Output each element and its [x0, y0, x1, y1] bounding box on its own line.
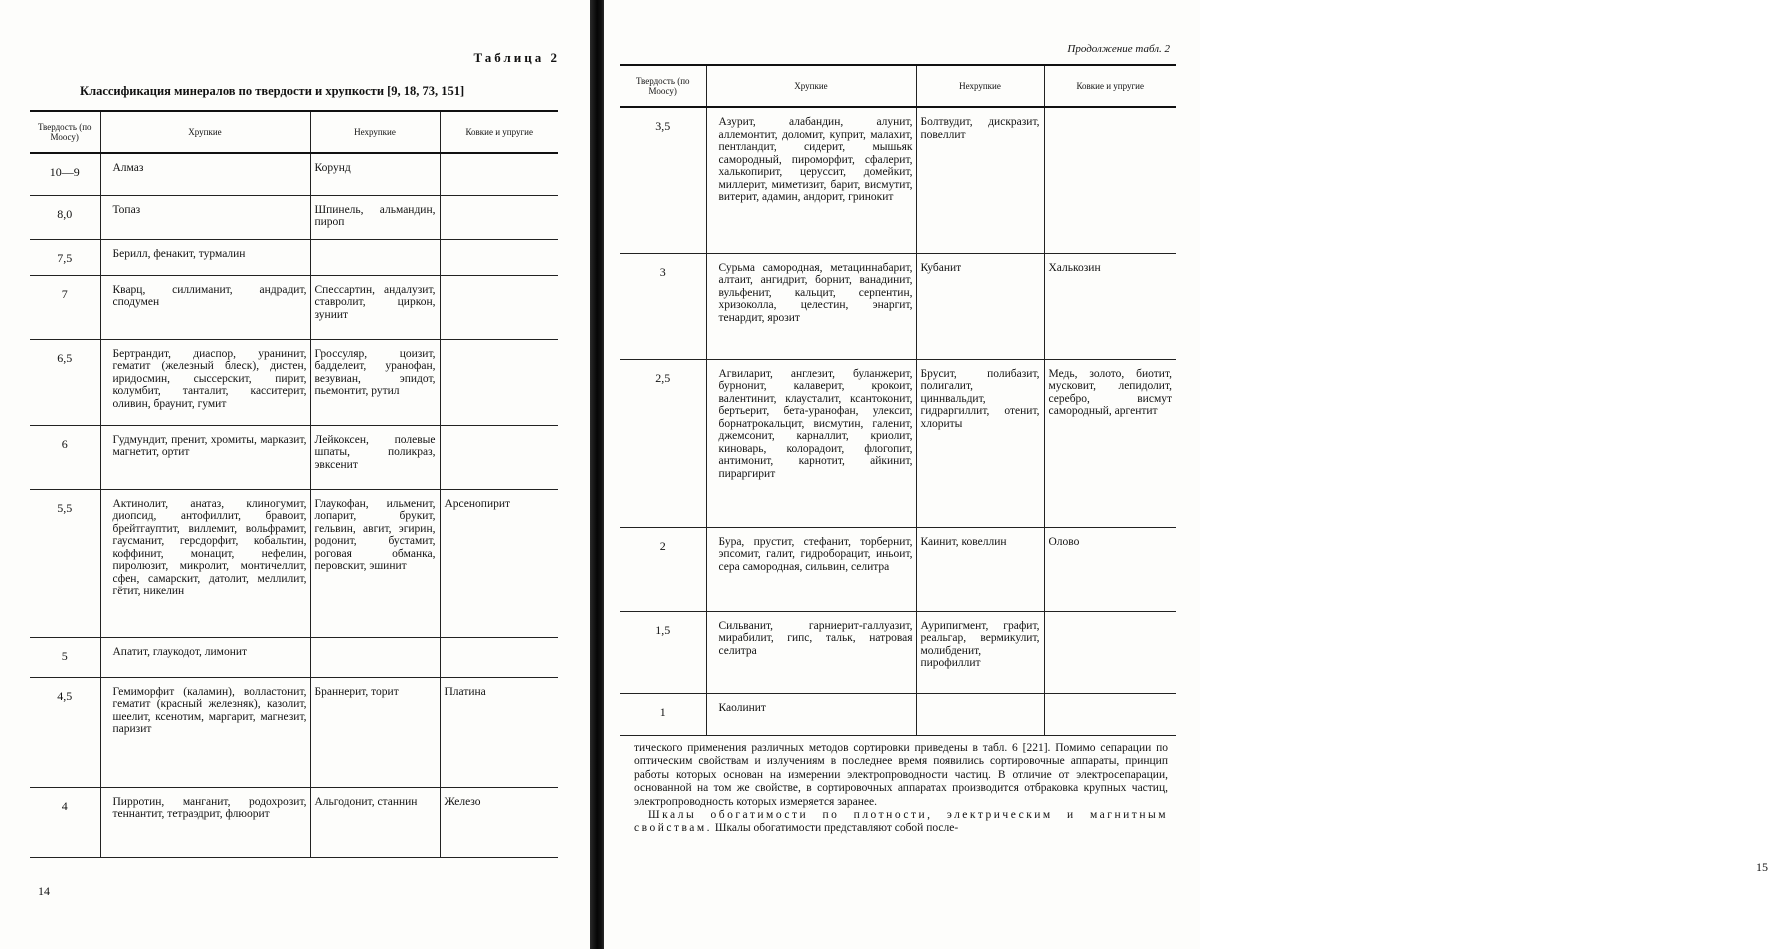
- col-header-hardness: Твердость (по Моосу): [620, 65, 706, 107]
- malleable-cell: Платина: [440, 677, 558, 787]
- brittle-cell: Актинолит, анатаз, клиногумит, диопсид, антофиллит, бравоит, брейтгауптит, виллемит, вольфрамит, гаусманит, герсдорфит, кобальтин, коффинит, монацит, нефелин, пиролюзит, микролит, монтичеллит, сфен, самарскит, датолит, меллилит, гётит, никелин: [100, 489, 310, 637]
- malleable-cell: [440, 425, 558, 489]
- hardness-cell: 2: [620, 527, 706, 611]
- table-label: Таблица 2: [473, 50, 560, 65]
- hardness-cell: 6: [30, 425, 100, 489]
- nonbrittle-cell: Брусит, полибазит, полигалит, циннвальдит, гидраргиллит, отенит, хлориты: [916, 359, 1044, 527]
- table-row: [620, 107, 1176, 253]
- col-header-nonbrittle: Нехрупкие: [916, 65, 1044, 107]
- nonbrittle-cell: Лейкоксен, полевые шпаты, поликраз, эвксенит: [310, 425, 440, 489]
- table-row: [30, 787, 558, 857]
- nonbrittle-cell: Спессартин, андалузит, ставролит, циркон, зуниит: [310, 275, 440, 339]
- table-row: [30, 275, 558, 339]
- brittle-cell: Бура, прустит, стефанит, торбернит, эпсомит, галит, гидроборацит, иньоит, сера самородная, сильвин, селитра: [706, 527, 916, 611]
- paragraph: [634, 809, 1168, 836]
- page-number-left: 14: [38, 884, 50, 898]
- hardness-cell: 7,5: [30, 239, 100, 275]
- hardness-cell: 3,5: [620, 107, 706, 253]
- brittle-cell: Апатит, глаукодот, лимонит: [100, 637, 310, 677]
- brittle-cell: Бертрандит, диаспор, уранинит, гематит (железный блеск), дистен, иридосмин, сыссерскит, пирит, колумбит, танталит, касситерит, оливин, браунит, гумит: [100, 339, 310, 425]
- hardness-cell: 1,5: [620, 611, 706, 693]
- hardness-cell: 10—9: [30, 153, 100, 195]
- nonbrittle-cell: Аурипигмент, графит, реальгар, вермикулит, молибденит, пирофиллит: [916, 611, 1044, 693]
- hardness-table-left: [30, 110, 558, 858]
- hardness-cell: 4,5: [30, 677, 100, 787]
- brittle-cell: Гемиморфит (каламин), волластонит, гематит (красный железняк), казолит, шеелит, ксенотим, маргарит, магнезит, паризит: [100, 677, 310, 787]
- nonbrittle-cell: Корунд: [310, 153, 440, 195]
- table-row: [30, 489, 558, 637]
- brittle-cell: Берилл, фенакит, турмалин: [100, 239, 310, 275]
- nonbrittle-cell: Глаукофан, ильменит, лопарит, брукит, гельвин, авгит, эгирин, родонит, бустамит, роговая обманка, перовскит, эшинит: [310, 489, 440, 637]
- col-header-malleable: Ковкие и упругие: [440, 111, 558, 153]
- paragraph-text: Шкалы обогатимости представляют собой после-: [712, 822, 959, 835]
- malleable-cell: Халькозин: [1044, 253, 1176, 359]
- table-row: [30, 195, 558, 239]
- hardness-cell: 6,5: [30, 339, 100, 425]
- malleable-cell: [440, 275, 558, 339]
- malleable-cell: [440, 153, 558, 195]
- table-row: [620, 253, 1176, 359]
- col-header-brittle: Хрупкие: [100, 111, 310, 153]
- col-header-hardness: Твердость (по Моосу): [30, 111, 100, 153]
- malleable-cell: [1044, 611, 1176, 693]
- brittle-cell: Сурьма самородная, метациннабарит, алтаит, ангидрит, борнит, ванадинит, вульфенит, кальцит, серпентин, хризоколла, целестин, энаргит, тенардит, ярозит: [706, 253, 916, 359]
- hardness-cell: 3: [620, 253, 706, 359]
- malleable-cell: [1044, 107, 1176, 253]
- col-header-malleable: Ковкие и упругие: [1044, 65, 1176, 107]
- table-header-row: [620, 65, 1176, 107]
- page-number-right: 15: [1756, 860, 1768, 874]
- malleable-cell: [440, 195, 558, 239]
- malleable-cell: [440, 239, 558, 275]
- nonbrittle-cell: [916, 693, 1044, 735]
- nonbrittle-cell: Браннерит, торит: [310, 677, 440, 787]
- nonbrittle-cell: Гроссуляр, цоизит, бадделеит, уранофан, везувиан, эпидот, пьемонтит, рутил: [310, 339, 440, 425]
- brittle-cell: Алмаз: [100, 153, 310, 195]
- table-row: [30, 637, 558, 677]
- hardness-table-right: [620, 64, 1176, 736]
- hardness-cell: 7: [30, 275, 100, 339]
- nonbrittle-cell: [310, 239, 440, 275]
- brittle-cell: Кварц, силлиманит, андрадит, сподумен: [100, 275, 310, 339]
- malleable-cell: [440, 339, 558, 425]
- hardness-cell: 5,5: [30, 489, 100, 637]
- table-row: [30, 425, 558, 489]
- table-row: [620, 359, 1176, 527]
- table-row: [620, 693, 1176, 735]
- paragraph: тического применения различных методов сортировки приведены в табл. 6 [221]. Помимо сепарации по оптическим свойствам и излучениям в последнее время появились сортировочные аппараты, принцип работы которых основан на измерении электропроводности частиц. В отличие от электросепарации, основанной на том же свойстве, в сортировочных аппаратах производится отбраковка крупных частиц, электропроводность которых измеряется заранее.: [634, 742, 1168, 808]
- malleable-cell: Железо: [440, 787, 558, 857]
- table-row: [620, 527, 1176, 611]
- malleable-cell: Медь, золото, биотит, мусковит, лепидолит, серебро, висмут самородный, аргентит: [1044, 359, 1176, 527]
- brittle-cell: Пирротин, манганит, родохрозит, теннантит, тетраэдрит, флюорит: [100, 787, 310, 857]
- nonbrittle-cell: Шпинель, альмандин, пироп: [310, 195, 440, 239]
- table-row: [30, 153, 558, 195]
- body-text: [634, 742, 1168, 836]
- table-header-row: [30, 111, 558, 153]
- section-heading: Шкалы обогатимости по плотности, электрическим и магнитным свойствам.: [634, 809, 1168, 835]
- nonbrittle-cell: Кубанит: [916, 253, 1044, 359]
- table-title: Классификация минералов по твердости и хрупкости [9, 18, 73, 151]: [80, 84, 465, 98]
- nonbrittle-cell: [310, 637, 440, 677]
- malleable-cell: Олово: [1044, 527, 1176, 611]
- col-header-brittle: Хрупкие: [706, 65, 916, 107]
- continuation-label: Продолжение табл. 2: [1067, 43, 1170, 55]
- malleable-cell: [1044, 693, 1176, 735]
- brittle-cell: Каолинит: [706, 693, 916, 735]
- hardness-cell: 4: [30, 787, 100, 857]
- malleable-cell: [440, 637, 558, 677]
- hardness-cell: 1: [620, 693, 706, 735]
- table-row: [30, 677, 558, 787]
- hardness-cell: 8,0: [30, 195, 100, 239]
- table-row: [30, 239, 558, 275]
- table-row: [620, 611, 1176, 693]
- brittle-cell: Топаз: [100, 195, 310, 239]
- hardness-cell: 2,5: [620, 359, 706, 527]
- hardness-cell: 5: [30, 637, 100, 677]
- brittle-cell: Гудмундит, пренит, хромиты, марказит, магнетит, ортит: [100, 425, 310, 489]
- brittle-cell: Сильванит, гарниерит-галлуазит, мирабилит, гипс, тальк, натровая селитра: [706, 611, 916, 693]
- malleable-cell: Арсенопирит: [440, 489, 558, 637]
- brittle-cell: Агвиларит, англезит, буланжерит, бурнонит, калаверит, крокоит, валентинит, клаусталит, ксантоконит, бертьерит, бета-уранофан, улексит, борнатрокальцит, висмутин, галенит, джемсонит, карналлит, криолит, киноварь, колорадоит, флогопит, антимонит, карнотит, айкинит, пираргирит: [706, 359, 916, 527]
- nonbrittle-cell: Альгодонит, станнин: [310, 787, 440, 857]
- table-row: [30, 339, 558, 425]
- nonbrittle-cell: Болтвудит, дискразит, повеллит: [916, 107, 1044, 253]
- col-header-nonbrittle: Нехрупкие: [310, 111, 440, 153]
- brittle-cell: Азурит, алабандин, алунит, аллемонтит, доломит, куприт, малахит, пентландит, сидерит, мышьяк самородный, пироморфит, сфалерит, халькопирит, церуссит, домейкит, миллерит, миметизит, барит, висмутит, витерит, адамин, андорит, гринокит: [706, 107, 916, 253]
- nonbrittle-cell: Каинит, ковеллин: [916, 527, 1044, 611]
